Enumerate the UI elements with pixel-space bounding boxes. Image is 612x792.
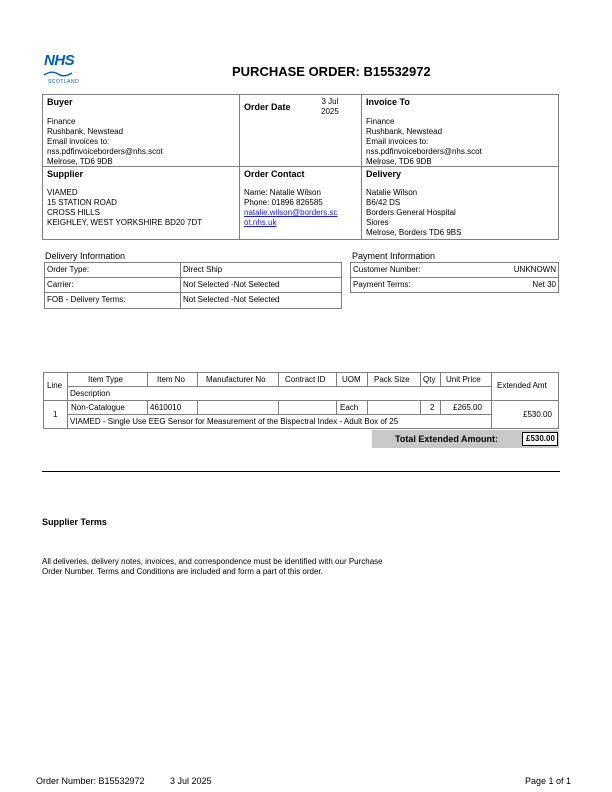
order-date-value bbox=[321, 97, 339, 117]
buyer-line: Finance bbox=[47, 117, 76, 126]
col-header-pack-size: Pack Size bbox=[374, 375, 410, 384]
col-header-manufacturer-no: Manufacturer No bbox=[206, 375, 266, 384]
fob-label: FOB - Delivery Terms: bbox=[47, 295, 126, 304]
footer-page: Page 1 of 1 bbox=[525, 776, 572, 786]
order-date-year: 2025 bbox=[321, 107, 339, 116]
page-title: PURCHASE ORDER: B15532972 bbox=[232, 64, 431, 79]
buyer-line: Melrose, TD6 9DB bbox=[47, 157, 113, 166]
carrier-label: Carrier: bbox=[47, 280, 74, 289]
order-date-day: 3 Jul bbox=[321, 97, 339, 106]
order-contact-details bbox=[244, 188, 338, 228]
delivery-address bbox=[366, 188, 461, 238]
delivery-line: B6/42 DS bbox=[366, 198, 401, 207]
invoice-to-line: Melrose, TD6 9DB bbox=[366, 157, 432, 166]
col-header-unit-price: Unit Price bbox=[446, 375, 481, 384]
row-uom: Each bbox=[340, 403, 359, 412]
buyer-heading: Buyer bbox=[47, 97, 73, 107]
order-contact-heading: Order Contact bbox=[244, 169, 305, 179]
buyer-line: Email invoices to: bbox=[47, 137, 110, 146]
contact-name: Name: Natalie Wilson bbox=[244, 188, 321, 197]
carrier-value: Not Selected -Not Selected bbox=[183, 280, 280, 289]
buyer-line: Rushbank, Newstead bbox=[47, 127, 124, 136]
order-type-label: Order Type: bbox=[47, 265, 90, 274]
total-value: £530.00 bbox=[526, 434, 555, 443]
payment-terms-label: Payment Terms: bbox=[353, 280, 411, 289]
row-extended-amt: £530.00 bbox=[523, 410, 552, 419]
order-date-label: Order Date bbox=[244, 102, 291, 112]
invoice-to-heading: Invoice To bbox=[366, 97, 410, 107]
logo-nhs-text: NHS bbox=[44, 52, 75, 69]
footer-date: 3 Jul 2025 bbox=[170, 776, 212, 786]
invoice-to-line: Rushbank, Newstead bbox=[366, 127, 443, 136]
order-type-value: Direct Ship bbox=[183, 265, 223, 274]
col-header-item-type: Item Type bbox=[88, 375, 123, 384]
invoice-to-line: Email invoices to: bbox=[366, 137, 429, 146]
contact-phone: Phone: 01896 826585 bbox=[244, 198, 323, 207]
supplier-line: CROSS HILLS bbox=[47, 208, 100, 217]
supplier-heading: Supplier bbox=[47, 169, 84, 179]
nhs-scotland-logo bbox=[40, 52, 80, 90]
buyer-line: nss.pdfinvoiceborders@nhs.scot bbox=[47, 147, 163, 156]
supplier-line: 15 STATION ROAD bbox=[47, 198, 117, 207]
total-label: Total Extended Amount: bbox=[395, 434, 498, 444]
col-header-line: Line bbox=[47, 381, 63, 390]
supplier-terms-line: Order Number. Terms and Conditions are included and form a part of this order. bbox=[42, 567, 323, 576]
supplier-terms-line: All deliveries, delivery notes, invoices, and correspondence must be identified with our Purchase bbox=[42, 557, 383, 566]
supplier-line: KEIGHLEY, WEST YORKSHIRE BD20 7DT bbox=[47, 218, 203, 227]
col-header-extended-amt: Extended Amt bbox=[497, 381, 547, 390]
col-header-item-no: Item No bbox=[157, 375, 186, 384]
row-unit-price: £265.00 bbox=[453, 403, 482, 412]
logo-swoosh bbox=[42, 70, 74, 78]
row-item-no: 4610010 bbox=[150, 403, 182, 412]
invoice-to-line: nss.pdfinvoiceborders@nhs.scot bbox=[366, 147, 482, 156]
contact-email-link[interactable]: natalie.wilson@borders.sc bbox=[244, 208, 338, 217]
col-header-contract-id: Contract ID bbox=[285, 375, 326, 384]
invoice-to-address bbox=[366, 117, 482, 167]
buyer-address bbox=[47, 117, 163, 167]
supplier-line: VIAMED bbox=[47, 188, 78, 197]
customer-number-value: UNKNOWN bbox=[513, 265, 556, 274]
logo-scotland-text: SCOTLAND bbox=[48, 79, 80, 85]
payment-info-heading: Payment Information bbox=[352, 251, 436, 261]
contact-email-link-cont[interactable]: ot.nhs.uk bbox=[244, 218, 277, 227]
delivery-line: Natalie Wilson bbox=[366, 188, 418, 197]
delivery-line: Borders General Hospital bbox=[366, 208, 456, 217]
supplier-terms-heading: Supplier Terms bbox=[42, 517, 107, 527]
col-header-qty: Qty bbox=[423, 375, 436, 384]
row-description: VIAMED - Single Use EEG Sensor for Measurement of the Bispectral Index - Adult Box of 25 bbox=[70, 417, 399, 426]
payment-terms-value: Net 30 bbox=[532, 280, 556, 289]
delivery-info-heading: Delivery Information bbox=[45, 251, 126, 261]
supplier-terms-text bbox=[42, 557, 383, 577]
section-divider bbox=[42, 471, 560, 472]
row-item-type: Non-Catalogue bbox=[71, 403, 125, 412]
col-header-description: Description bbox=[70, 389, 111, 398]
row-line-number: 1 bbox=[53, 410, 58, 419]
delivery-line: Siores bbox=[366, 218, 389, 227]
supplier-address bbox=[47, 188, 202, 228]
col-header-uom: UOM bbox=[342, 375, 361, 384]
delivery-heading: Delivery bbox=[366, 169, 402, 179]
row-qty: 2 bbox=[430, 403, 435, 412]
fob-value: Not Selected -Not Selected bbox=[183, 295, 280, 304]
delivery-line: Melrose, Borders TD6 9BS bbox=[366, 228, 462, 237]
footer-order-number: Order Number: B15532972 bbox=[36, 776, 145, 786]
invoice-to-line: Finance bbox=[366, 117, 395, 126]
customer-number-label: Customer Number: bbox=[353, 265, 421, 274]
